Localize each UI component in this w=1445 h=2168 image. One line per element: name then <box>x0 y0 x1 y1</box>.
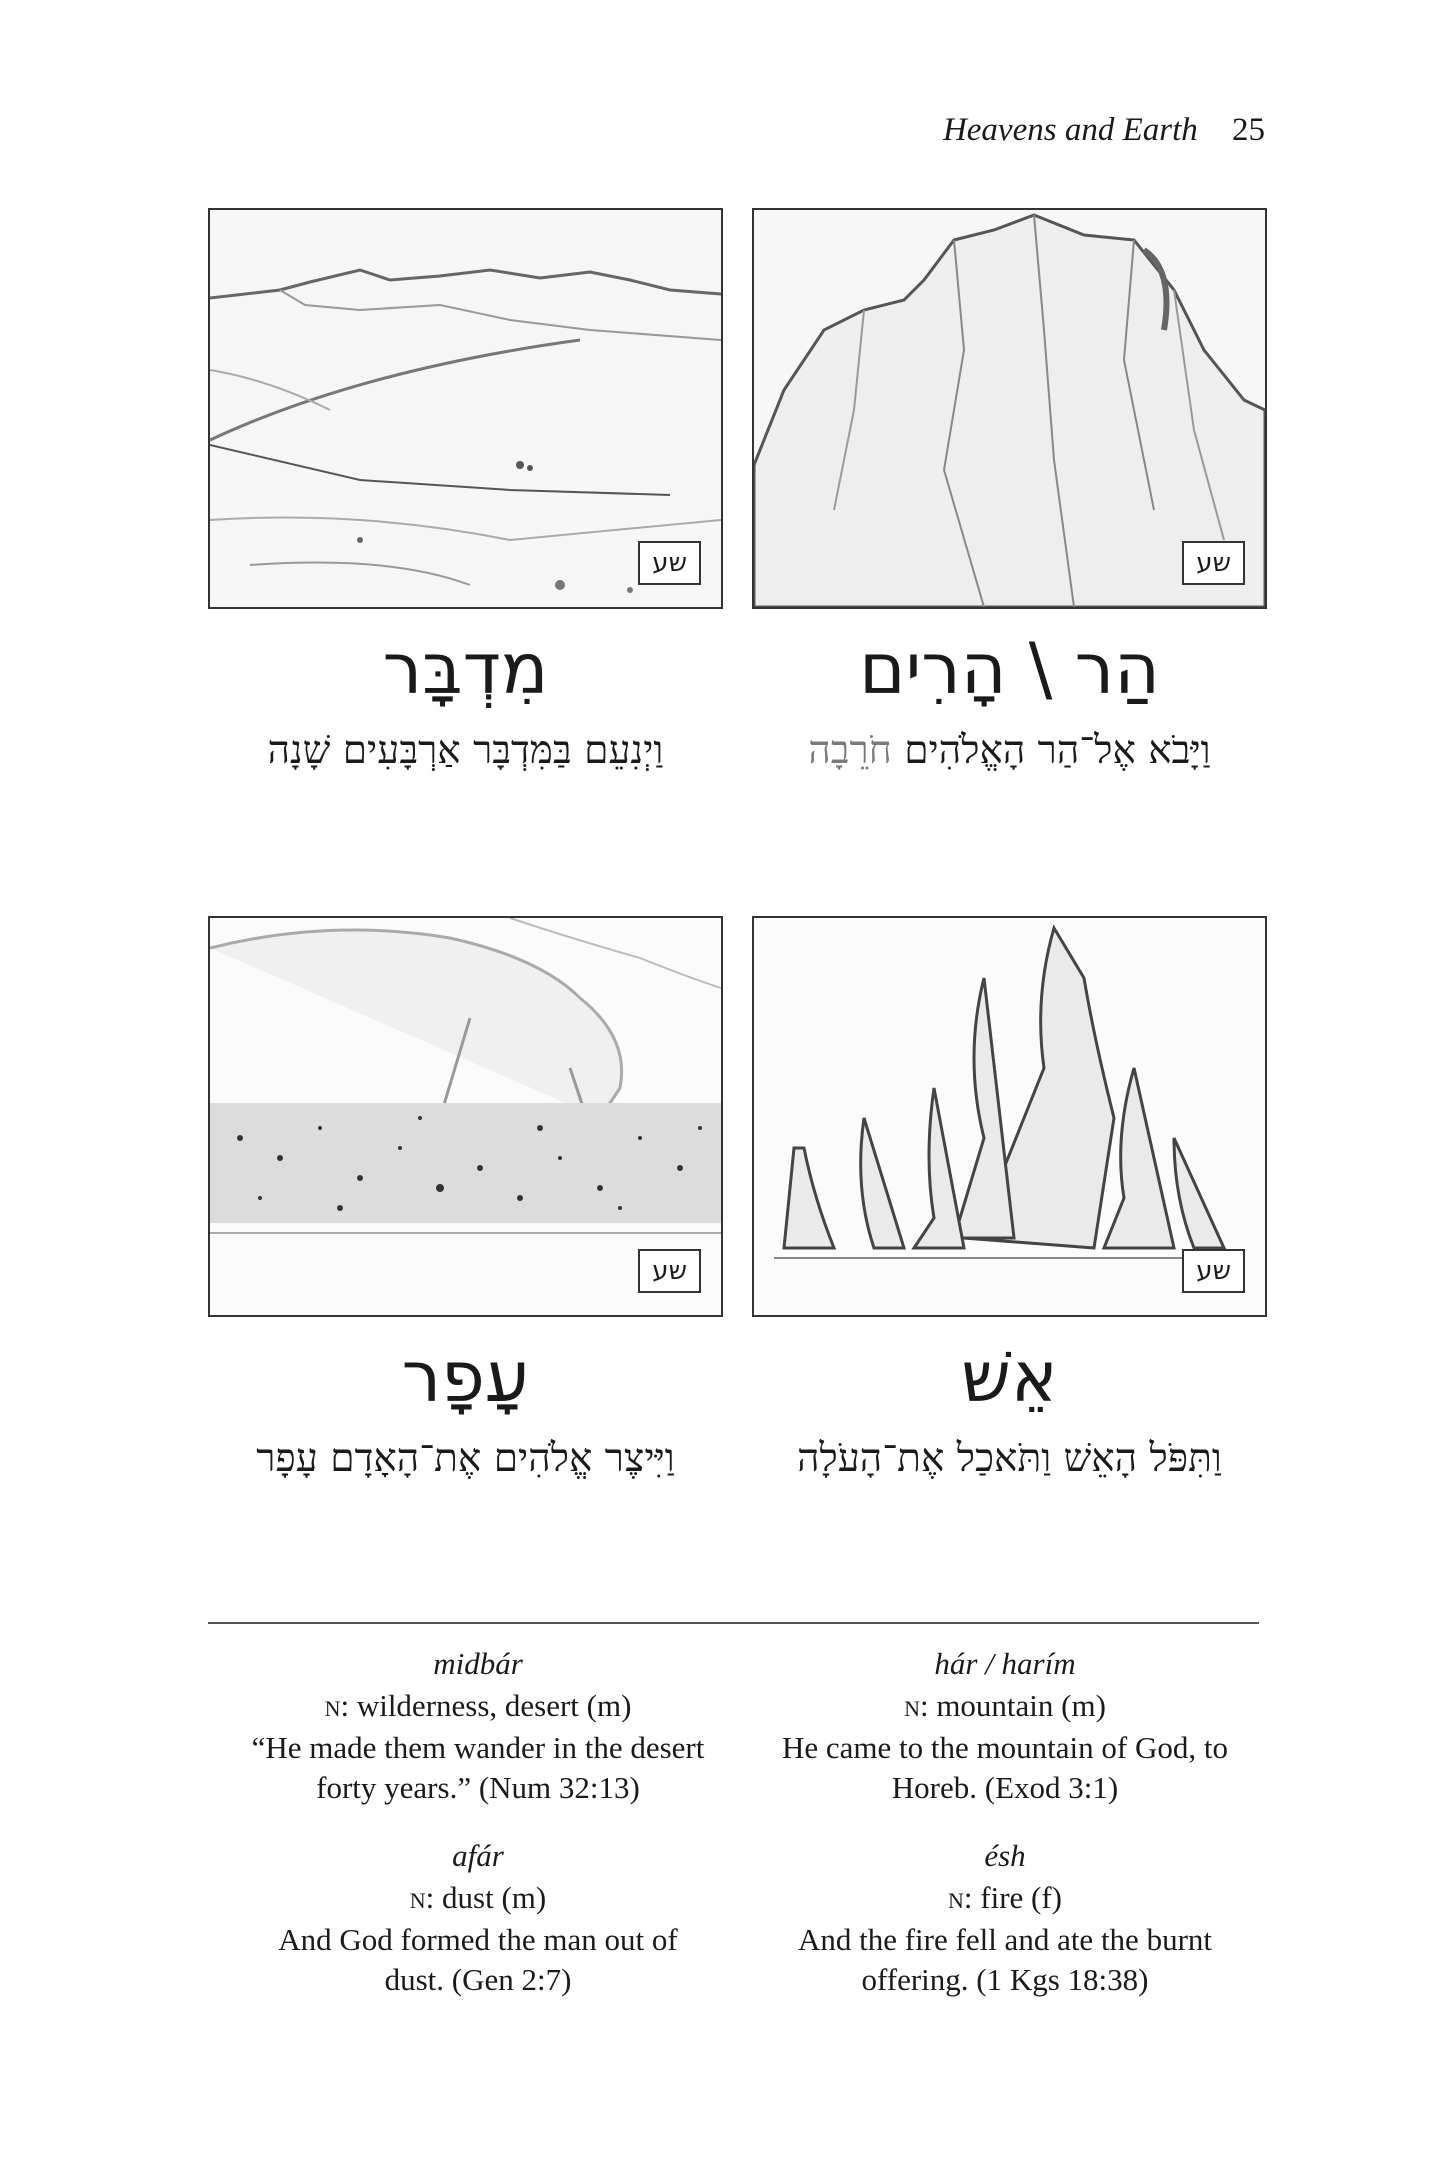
fire-illustration <box>752 916 1267 1317</box>
gloss-pos: n <box>948 1880 964 1915</box>
panel-har <box>752 208 1267 779</box>
gloss-definition <box>745 1686 1265 1726</box>
gloss-midbar <box>218 1644 738 1808</box>
gloss-har <box>745 1644 1265 1808</box>
gloss-definition <box>218 1878 738 1918</box>
gloss-translit: afár <box>452 1838 504 1873</box>
gloss-example-line2: dust. (Gen 2:7) <box>384 1962 572 1997</box>
gloss-example-line1: He came to the mountain of God, to <box>782 1730 1228 1765</box>
tag-label: שע <box>638 541 701 585</box>
hebrew-word-har: הַר \ הָרִים <box>859 628 1160 710</box>
panel-afar <box>208 916 723 1487</box>
desert-illustration <box>208 208 723 609</box>
verse-har-main: וַיָּבֹא אֶל־הַר הָאֱלֹהִים <box>904 728 1211 773</box>
gloss-meaning: : dust (m) <box>425 1880 547 1915</box>
hebrew-word-afar: עָפָר <box>401 1336 530 1418</box>
verse-midbar: וַיְנִעֵם בַּמִּדְבָּר אַרְבָּעִים שָׁנָה <box>267 728 664 773</box>
mountain-illustration <box>752 208 1267 609</box>
gloss-translit: ésh <box>984 1838 1026 1873</box>
gloss-example-line1: “He made them wander in the desert <box>251 1730 705 1765</box>
gloss-meaning: : fire (f) <box>963 1880 1062 1915</box>
panel-esh <box>752 916 1267 1487</box>
chapter-title: Heavens and Earth <box>942 112 1198 148</box>
gloss-pos: n <box>324 1688 341 1723</box>
dust-illustration <box>208 916 723 1317</box>
gloss-example-line1: And the fire fell and ate the burnt <box>797 1922 1213 1957</box>
gloss-definition <box>218 1686 738 1726</box>
divider-rule <box>208 1622 1259 1624</box>
gloss-afar <box>218 1836 738 2000</box>
verse-har-faded: חֹרֵבָה <box>808 728 892 773</box>
gloss-pos: n <box>904 1688 920 1723</box>
hebrew-word-midbar: מִדְבָּר <box>382 628 549 710</box>
gloss-example-line1: And God formed the man out of <box>278 1922 678 1957</box>
gloss-example-line2: forty years.” (Num 32:13) <box>316 1770 640 1805</box>
gloss-translit: midbár <box>433 1646 523 1681</box>
tag-label: שע <box>1182 541 1245 585</box>
verse-afar: וַיִּיצֶר אֱלֹהִים אֶת־הָאָדָם עָפָר <box>256 1436 675 1481</box>
gloss-meaning: : mountain (m) <box>919 1688 1106 1723</box>
gloss-pos: n <box>409 1880 426 1915</box>
hebrew-word-esh: אֵשׁ <box>961 1336 1058 1418</box>
gloss-translit: hár / harím <box>934 1646 1076 1681</box>
panel-midbar <box>208 208 723 779</box>
running-head <box>943 112 1265 149</box>
tag-label: שע <box>638 1249 701 1293</box>
page-number: 25 <box>1232 112 1265 148</box>
gloss-esh <box>745 1836 1265 2000</box>
tag-label: שע <box>1182 1249 1245 1293</box>
verse-esh: וַתִּפֹּל הָאֵשׁ וַתֹּאכַל אֶת־הָעֹלָה <box>797 1436 1222 1481</box>
gloss-example-line2: Horeb. (Exod 3:1) <box>891 1770 1119 1805</box>
gloss-meaning: : wilderness, desert (m) <box>340 1688 632 1723</box>
gloss-definition <box>745 1878 1265 1918</box>
verse-har <box>752 723 1267 779</box>
gloss-example-line2: offering. (1 Kgs 18:38) <box>861 1962 1149 1997</box>
